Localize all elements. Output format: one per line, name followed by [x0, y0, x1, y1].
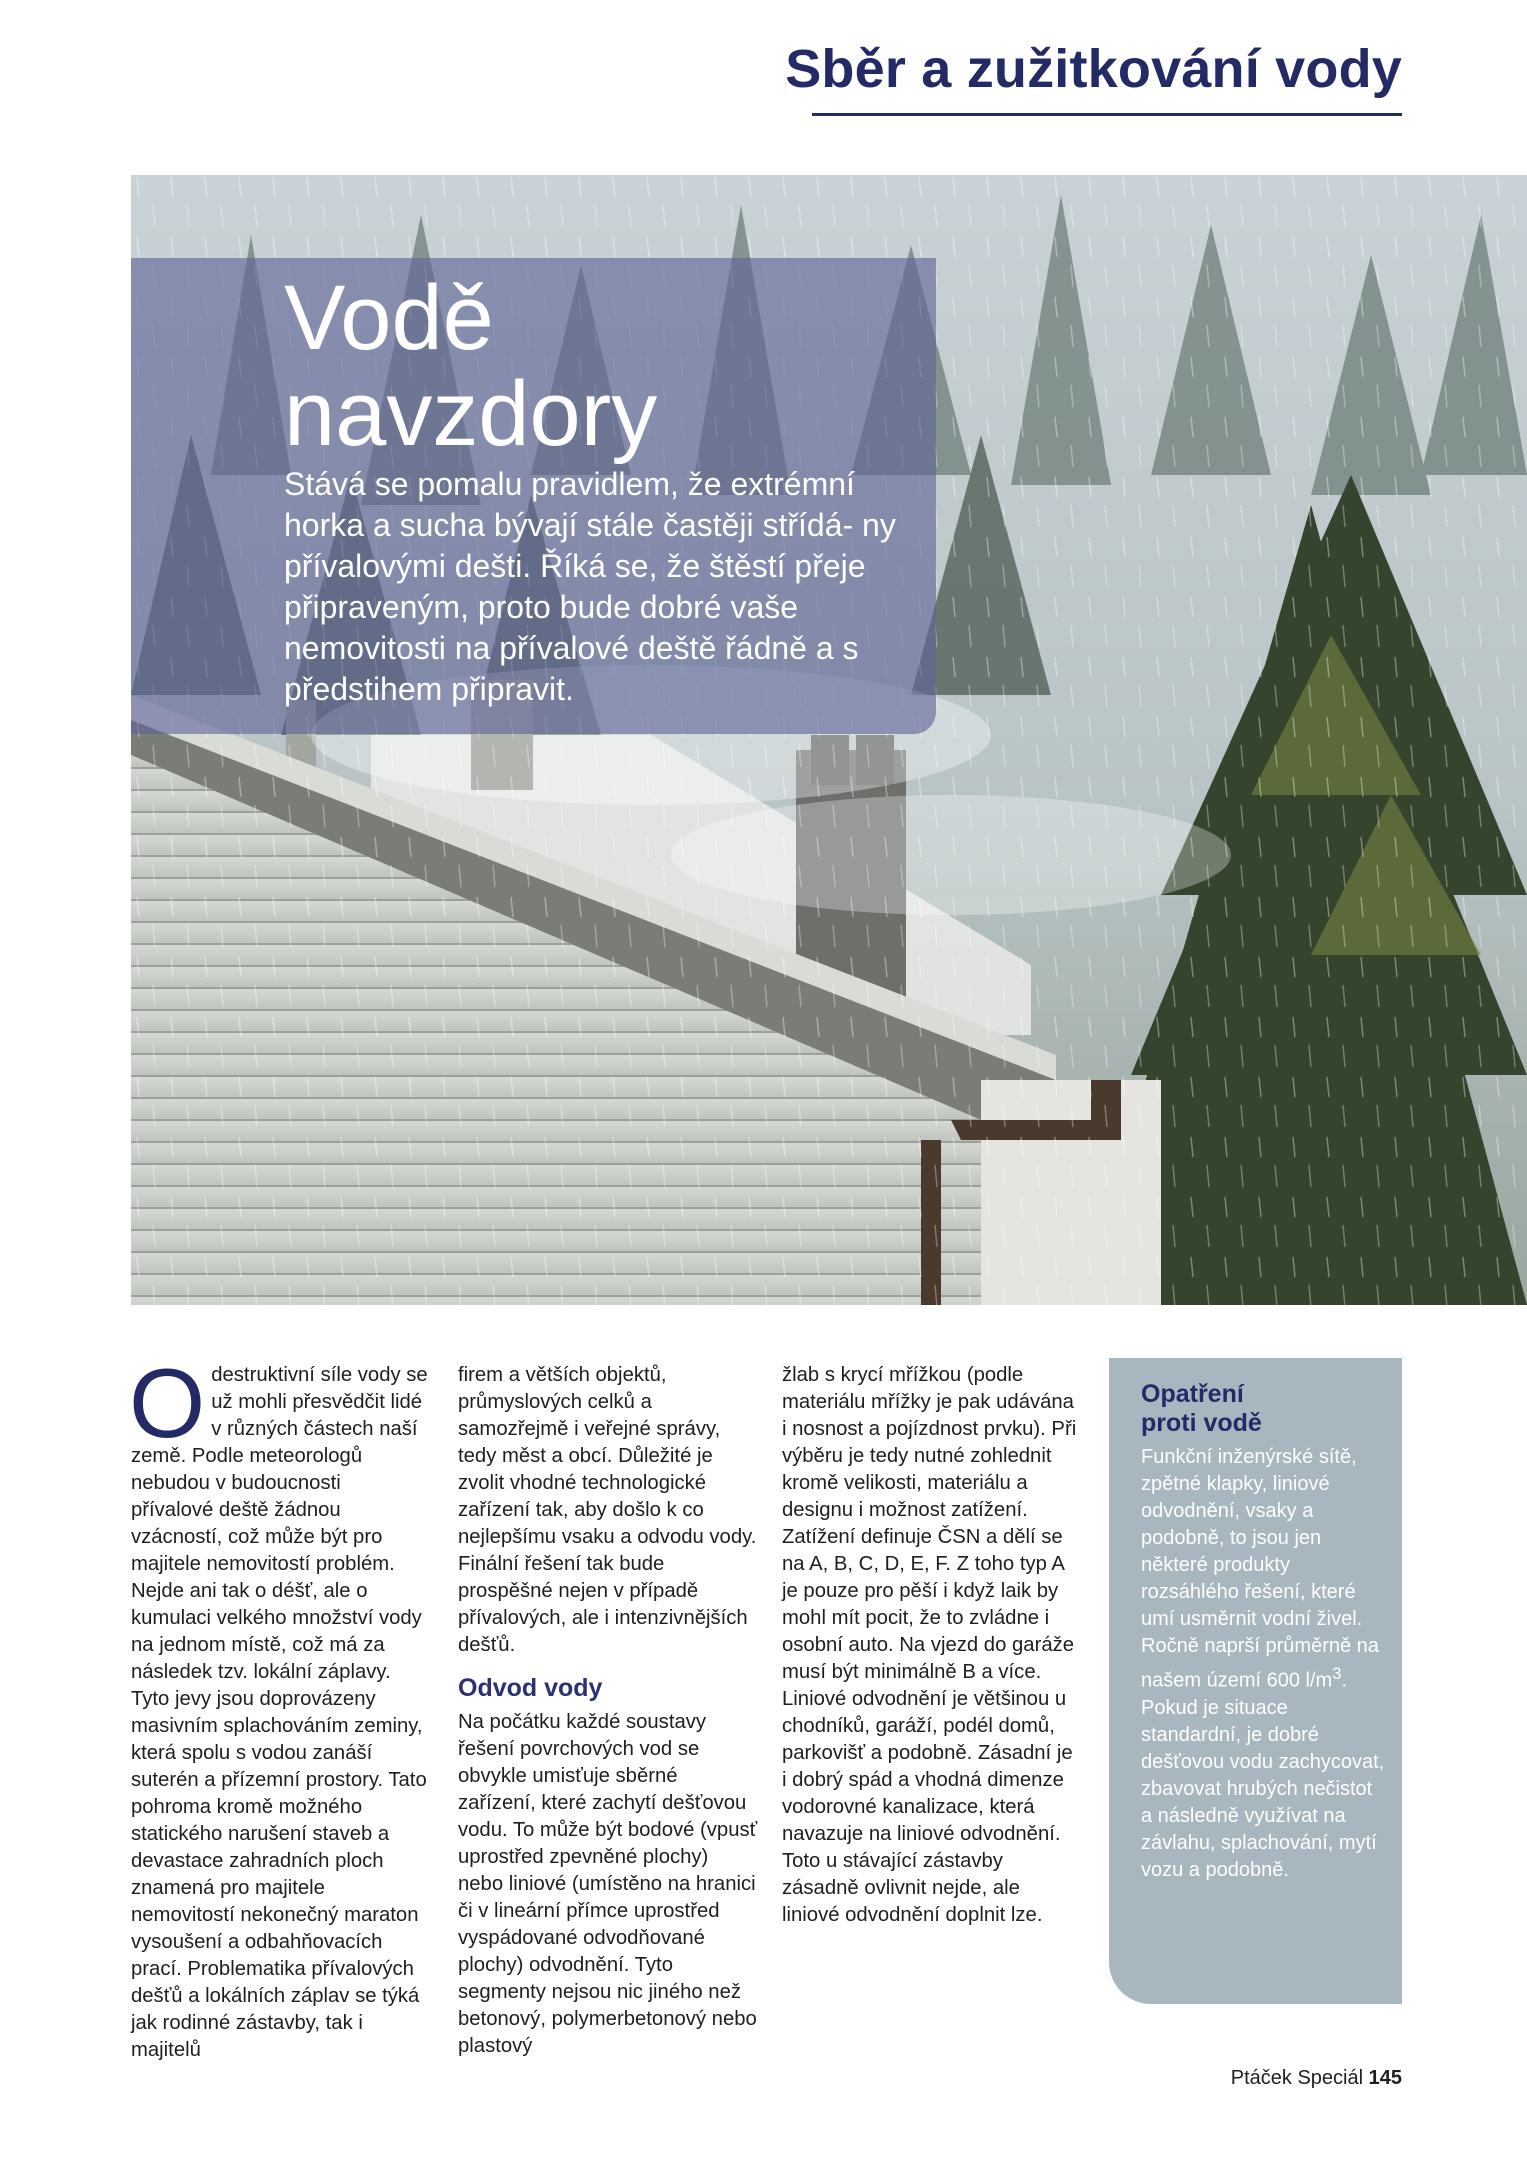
section-title-rule: [812, 113, 1402, 116]
article-column-2: [458, 1362, 758, 2060]
article-col2-text-a: firem a větších objektů, průmyslových celků a samozřejmě i veřejné správy, tedy měst a obcí. Důležité je zvolit vhodné technologické zařízení tak, aby došlo k co nejlepšímu vsaku a odvodu vody. Finální řešení tak bude prospěšné nejen v případě přívalových, ale i intenzivnějších dešťů.: [458, 1364, 757, 1656]
article-column-3: [782, 1362, 1082, 1929]
sidebar-superscript: 3: [1332, 1664, 1342, 1683]
publication-name: Ptáček Speciál: [1230, 2067, 1364, 2089]
article-col3-text: žlab s krycí mřížkou (podle materiálu mřížky je pak udávána i nosnost a pojízdnost prvku). Při výběru je tedy nutné zohlednit kromě velikosti, materiálu a designu i možnost zatížení. Zatížení definuje ČSN a dělí se na A, B, C, D, E, F. Z toho typ A je pouze pro pěší i když laik by mohl mít pocit, že to zvládne i osobní auto. Na vjezd do garáže musí být minimálně B a více. Liniové odvodnění je většinou u chodníků, garáží, podél domů, parkovišť a podobně. Zásadní je i dobrý spád a vhodná dimenze vodorovné kanalizace, která navazuje na liniové odvodnění. Toto u stávající zástavby zásadně ovlivnit nejde, ale liniové odvodnění doplnit lze.: [782, 1364, 1077, 1926]
section-title: Sběr a zužitkování vody: [785, 39, 1402, 99]
hero-lead-paragraph: Stává se pomalu pravidlem, že extrémní horka a sucha bývají stále častěji střídá- ny přívalovými dešti. Říká se, že štěstí přeje připraveným, proto bude dobré vaše nemovitosti na přívalové deště řádně a s předstihem připravit.: [284, 466, 896, 707]
article-col2-text-b: Na počátku každé soustavy řešení povrchových vod se obvykle umisťuje sběrné zařízení, které zachytí dešťovou vodu. To může být bodové (vpusť uprostřed zpevněné plochy) nebo liniové (umístěno na hranici či v lineární přímce uprostřed vyspádované odvodňované plochy) odvodnění. Tyto segmenty nejsou nic jiného než betonový, polymerbetonový nebo plastový: [458, 1711, 758, 2057]
article-column-1: [129, 1348, 428, 2064]
article-subheading: Odvod vody: [458, 1674, 603, 1702]
sidebar-title: [1141, 1380, 1381, 1438]
drop-cap: O: [129, 1348, 206, 1458]
sidebar-title-line-2: proti vodě: [1141, 1409, 1262, 1437]
sidebar-text: [1141, 1444, 1386, 1884]
hero-heading-line-1: Vodě: [284, 267, 494, 369]
hero-heading-line-2: navzdory: [284, 363, 658, 465]
article-col1-text: destruktivní síle vody se už mohli přesvědčit lidé v různých částech naší země. Podle meteorologů nebudou v budoucnosti přívalové deště žádnou vzácností, což může být pro majitele nemovitostí problém. Nejde ani tak o déšť, ale o kumulaci velkého množství vody na jednom místě, což má za následek tzv. lokální záplavy. Tyto jevy jsou doprovázeny masivním splachováním zeminy, která spolu s vodou zanáší suterén a přízemní prostory. Tato pohroma kromě možného statického narušení staveb a devastace zahradních ploch znamená pro majitele nemovitostí nekonečný maraton vysoušení a odbahňovacích prací. Problematika přívalových dešťů a lokálních záplav se týká jak rodinné zástavby, tak i majitelů: [131, 1364, 428, 2061]
sidebar-text-b: . Pokud je situace standardní, je dobré dešťovou vodu zachycovat, zbavovat hrubých nečistot a následně využívat na závlahu, splachování, mytí vozu a podobně.: [1141, 1669, 1385, 1881]
hero-heading: [284, 267, 884, 465]
sidebar-title-line-1: Opatření: [1141, 1380, 1244, 1408]
page-number: 145: [1368, 2067, 1402, 2089]
page-footer: [1231, 2067, 1402, 2090]
sidebar-text-a: Funkční inženýrské sítě, zpětné klapky, liniové odvodnění, vsaky a podobně, to jsou jen některé produkty rozsáhlého řešení, které umí usměrnit vodní živel. Ročně naprší průměrně na našem území 600 l/m: [1141, 1446, 1379, 1692]
